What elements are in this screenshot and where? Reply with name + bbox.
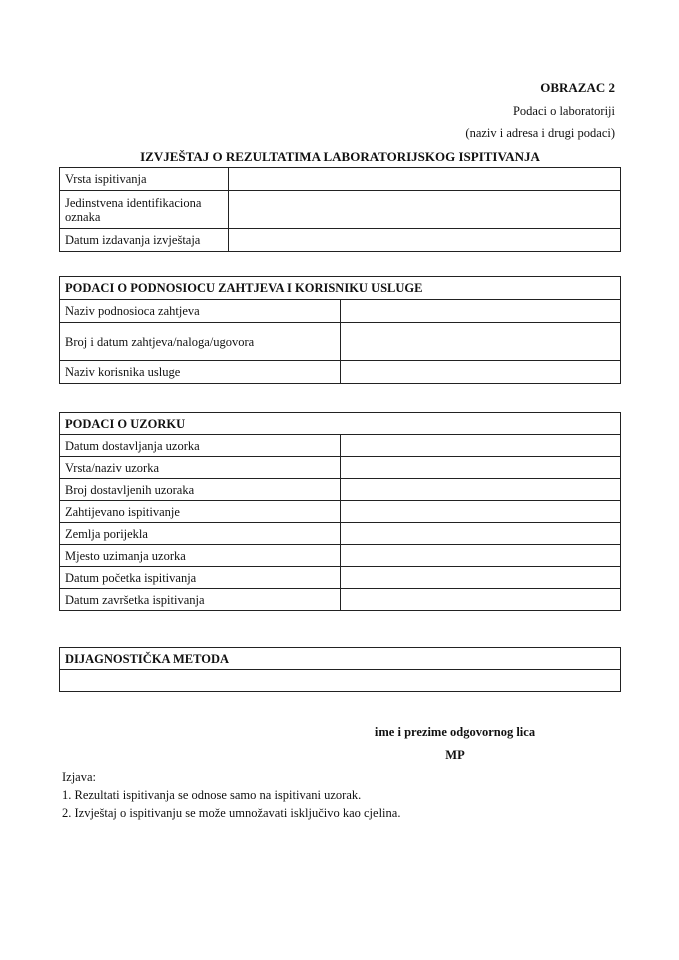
applicant-table bbox=[59, 276, 621, 384]
field-label: Naziv korisnika usluge bbox=[60, 361, 341, 384]
field-label: Vrsta ispitivanja bbox=[60, 168, 229, 191]
field-label: Zemlja porijekla bbox=[60, 523, 341, 545]
table-row bbox=[60, 523, 621, 545]
table-row bbox=[60, 323, 621, 361]
report-date-field[interactable] bbox=[229, 229, 621, 252]
table-header-row bbox=[60, 648, 621, 670]
requested-test-field[interactable] bbox=[340, 501, 621, 523]
responsible-person-label: ime i prezime odgovornog lica bbox=[374, 725, 536, 739]
table-row bbox=[60, 168, 621, 191]
sample-count-field[interactable] bbox=[340, 479, 621, 501]
field-label: Vrsta/naziv uzorka bbox=[60, 457, 341, 479]
method-table bbox=[59, 647, 621, 692]
applicant-name-field[interactable] bbox=[340, 300, 621, 323]
statement-item: 2. Izvještaj o ispitivanju se može umnožavati isključivo kao cjelina. bbox=[62, 806, 401, 820]
field-label: Broj i datum zahtjeva/naloga/ugovora bbox=[60, 323, 341, 361]
field-label: Naziv podnosioca zahtjeva bbox=[60, 300, 341, 323]
lab-info-hint: (naziv i adresa i drugi podaci) bbox=[465, 126, 615, 140]
field-label: Datum izdavanja izvještaja bbox=[60, 229, 229, 252]
table-row bbox=[60, 457, 621, 479]
table-row bbox=[60, 589, 621, 611]
field-label: Jedinstvena identifikaciona oznaka bbox=[60, 191, 229, 229]
field-label: Broj dostavljenih uzoraka bbox=[60, 479, 341, 501]
sample-table bbox=[59, 412, 621, 611]
identification-mark-field[interactable] bbox=[229, 191, 621, 229]
table-row bbox=[60, 567, 621, 589]
form-label: OBRAZAC 2 bbox=[540, 80, 615, 95]
field-label: Datum završetka ispitivanja bbox=[60, 589, 341, 611]
table-row bbox=[60, 300, 621, 323]
diagnostic-method-field[interactable] bbox=[60, 670, 621, 692]
test-end-date-field[interactable] bbox=[340, 589, 621, 611]
field-label: Zahtijevano ispitivanje bbox=[60, 501, 341, 523]
sample-type-field[interactable] bbox=[340, 457, 621, 479]
statement-title: Izjava: bbox=[62, 770, 97, 784]
table-header-row bbox=[60, 277, 621, 300]
page-title: IZVJEŠTAJ O REZULTATIMA LABORATORIJSKOG ISPITIVANJA bbox=[140, 149, 540, 164]
table-row bbox=[60, 479, 621, 501]
table-row bbox=[60, 361, 621, 384]
test-start-date-field[interactable] bbox=[340, 567, 621, 589]
section-heading: PODACI O UZORKU bbox=[60, 413, 621, 435]
section-heading: DIJAGNOSTIČKA METODA bbox=[60, 648, 621, 670]
report-type-field[interactable] bbox=[229, 168, 621, 191]
sampling-location-field[interactable] bbox=[340, 545, 621, 567]
field-label: Datum dostavljanja uzorka bbox=[60, 435, 341, 457]
lab-info-label: Podaci o laboratoriji bbox=[512, 104, 615, 118]
table-header-row bbox=[60, 413, 621, 435]
statement-item: 1. Rezultati ispitivanja se odnose samo na ispitivani uzorak. bbox=[62, 788, 362, 802]
client-name-field[interactable] bbox=[340, 361, 621, 384]
table-row bbox=[60, 501, 621, 523]
field-label: Datum početka ispitivanja bbox=[60, 567, 341, 589]
table-row bbox=[60, 229, 621, 252]
field-label: Mjesto uzimanja uzorka bbox=[60, 545, 341, 567]
table-row bbox=[60, 435, 621, 457]
table-row bbox=[60, 545, 621, 567]
request-number-field[interactable] bbox=[340, 323, 621, 361]
delivery-date-field[interactable] bbox=[340, 435, 621, 457]
section-heading: PODACI O PODNOSIOCU ZAHTJEVA I KORISNIKU USLUGE bbox=[60, 277, 621, 300]
report-info-table bbox=[59, 167, 621, 252]
table-row bbox=[60, 670, 621, 692]
table-row bbox=[60, 191, 621, 229]
country-of-origin-field[interactable] bbox=[340, 523, 621, 545]
stamp-label: MP bbox=[445, 748, 465, 762]
